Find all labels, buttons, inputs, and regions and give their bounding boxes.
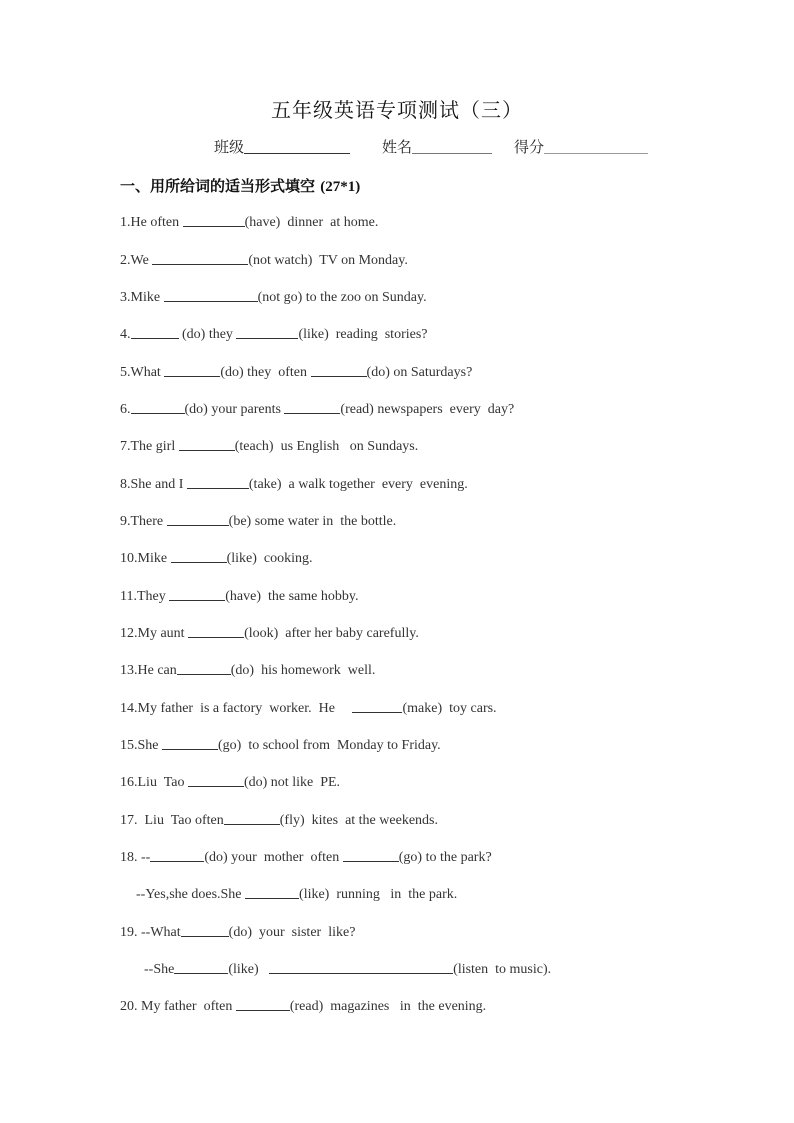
question-text: 13.He can [120, 663, 177, 678]
question-text: (read) newspapers every day? [340, 402, 515, 417]
question-3 [120, 289, 427, 306]
question-text: 1.He often [120, 215, 183, 230]
question-text: (not watch) TV on Monday. [248, 253, 408, 268]
question-text: 5.What [120, 365, 165, 380]
question-text: 15.She [120, 738, 162, 753]
answer-blank[interactable] [150, 849, 204, 862]
question-text: (make) toy cars. [402, 701, 497, 716]
answer-blank[interactable] [181, 924, 229, 937]
question-text: (not go) to the zoo on Sunday. [257, 290, 427, 305]
answer-blank[interactable] [343, 849, 399, 862]
question-text: 3.Mike [120, 290, 164, 305]
question-text: 17. Liu Tao often [120, 813, 224, 828]
question-text: 2.We [120, 253, 153, 268]
answer-blank[interactable] [164, 289, 258, 302]
question-text: 4. [120, 327, 131, 342]
name-field[interactable] [412, 137, 492, 154]
question-1 [120, 214, 378, 231]
answer-blank[interactable] [188, 625, 244, 638]
question-11 [120, 588, 358, 605]
question-text: 9.There [120, 514, 167, 529]
score-field[interactable] [544, 137, 648, 154]
answer-blank[interactable] [162, 737, 218, 750]
answer-blank[interactable] [174, 961, 228, 974]
question-text: 20. My father often [120, 999, 236, 1014]
question-text: --She [144, 962, 175, 977]
section-heading [120, 175, 360, 196]
answer-blank[interactable] [152, 252, 248, 265]
question-text: (teach) us English on Sundays. [234, 439, 419, 454]
student-info-row [214, 136, 648, 157]
answer-blank[interactable] [188, 774, 244, 787]
answer-blank[interactable] [171, 550, 227, 563]
name-label: 姓名 [382, 138, 413, 156]
answer-blank[interactable] [131, 401, 185, 414]
answer-blank[interactable] [164, 364, 220, 377]
question-text: (like) reading stories? [298, 327, 428, 342]
question-10 [120, 550, 312, 567]
answer-blank[interactable] [236, 998, 290, 1011]
question-text: 14.My father is a factory worker. He [120, 701, 353, 716]
answer-blank[interactable] [169, 588, 225, 601]
question-text: (listen to music). [453, 962, 552, 977]
question-19-response [144, 961, 551, 978]
question-text: (do) his homework well. [230, 663, 376, 678]
answer-blank[interactable] [167, 513, 229, 526]
question-19 [120, 924, 355, 941]
question-13 [120, 662, 375, 679]
question-18 [120, 849, 492, 866]
question-text: (have) dinner at home. [244, 215, 379, 230]
question-text: (like) cooking. [226, 551, 313, 566]
answer-blank[interactable] [131, 326, 179, 339]
question-15 [120, 737, 441, 754]
question-text: 6. [120, 402, 131, 417]
question-text: (do) they often [220, 365, 311, 380]
answer-blank[interactable] [224, 812, 280, 825]
class-label: 班级 [214, 138, 245, 156]
question-text: (do) on Saturdays? [366, 365, 473, 380]
answer-blank[interactable] [183, 214, 245, 227]
answer-blank[interactable] [284, 401, 340, 414]
question-text: 12.My aunt [120, 626, 189, 641]
question-text: 7.The girl [120, 439, 179, 454]
question-text: (do) your parents [184, 402, 285, 417]
question-text: 11.They [120, 589, 170, 604]
question-text: --Yes,she does.She [136, 887, 246, 902]
question-7 [120, 438, 418, 455]
question-8 [120, 476, 468, 493]
question-2 [120, 252, 408, 269]
question-text: (go) to the park? [398, 850, 492, 865]
question-16 [120, 774, 340, 791]
section-score: (27*1) [320, 179, 361, 195]
question-text: (look) after her baby carefully. [244, 626, 419, 641]
answer-blank[interactable] [352, 700, 402, 713]
question-text: (fly) kites at the weekends. [279, 813, 438, 828]
answer-blank[interactable] [179, 438, 235, 451]
question-6 [120, 401, 514, 418]
question-text: 10.Mike [120, 551, 171, 566]
question-5 [120, 364, 472, 381]
question-text: (have) the same hobby. [225, 589, 359, 604]
question-text: (do) your mother often [204, 850, 343, 865]
question-14 [120, 700, 497, 717]
answer-blank[interactable] [269, 961, 453, 974]
question-text: (like) running in the park. [299, 887, 458, 902]
question-20 [120, 998, 486, 1015]
question-17 [120, 812, 438, 829]
answer-blank[interactable] [177, 662, 231, 675]
question-4 [120, 326, 428, 343]
question-text: (read) magazines in the evening. [289, 999, 487, 1014]
question-text: (do) not like PE. [243, 775, 341, 790]
question-12 [120, 625, 419, 642]
question-text: 18. -- [120, 850, 151, 865]
question-text: (take) a walk together every evening. [248, 477, 468, 492]
question-text: 19. --What [120, 925, 181, 940]
answer-blank[interactable] [236, 326, 298, 339]
answer-blank[interactable] [245, 886, 299, 899]
question-text: 16.Liu Tao [120, 775, 188, 790]
question-18-response [136, 886, 457, 903]
question-text: (like) [228, 962, 270, 977]
question-text: (do) your sister like? [228, 925, 356, 940]
question-text: 8.She and I [120, 477, 187, 492]
question-9 [120, 513, 396, 530]
score-label: 得分 [514, 138, 545, 156]
section-title: 一、用所给词的适当形式填空 [120, 177, 316, 195]
question-text: (be) some water in the bottle. [228, 514, 397, 529]
page-title: 五年级英语专项测试（三） [271, 98, 523, 122]
class-field[interactable] [244, 137, 350, 154]
question-text: (do) they [178, 327, 237, 342]
question-text: (go) to school from Monday to Friday. [218, 738, 441, 753]
answer-blank[interactable] [311, 364, 367, 377]
answer-blank[interactable] [187, 476, 249, 489]
